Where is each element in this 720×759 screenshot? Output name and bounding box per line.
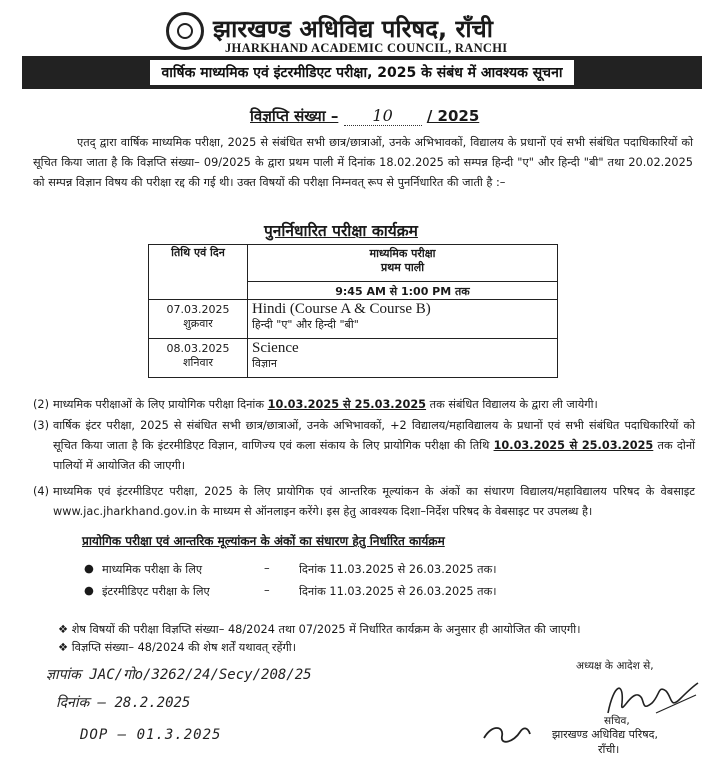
intro-paragraph: एतद् द्वारा वार्षिक माध्यमिक परीक्षा, 2025 से संबंधित सभी छात्र/छात्राओं, उनके अभिभावकों, विद्यालय के प्रधानों एवं सभी संबंधित पदाधिकारियों को सूचित किया जाता है कि विज्ञप्ति संख्या– 09/2025 के द्वारा प्रथम पाली में दिनांक 18.02.2025 को सम्पन्न हिन्दी "ए" और हिन्दी "बी" तथा 20.02.2025 को सम्पन्न विज्ञान विषय की परीक्षा रद्द की गई थी। उक्त विषयों की परीक्षा निम्नवत् रूप से पुनर्निधारित की जाती है :– bbox=[33, 136, 693, 189]
diamond-bullet-icon: ❖ bbox=[58, 623, 69, 636]
row-day: शुक्रवार bbox=[183, 317, 213, 330]
point-text: माध्यमिक परीक्षाओं के लिए प्रायोगिक परीक्षा दिनांक bbox=[53, 398, 265, 411]
internal-dash: – bbox=[264, 584, 270, 597]
point-text: तक संबंधित विद्यालय के द्वारा ली जायेगी। bbox=[429, 398, 598, 411]
handwritten-reference: ज्ञापांक JAC/गोo/3262/24/Secy/208/25 bbox=[46, 667, 312, 683]
internal-label: माध्यमिक परीक्षा के लिए bbox=[102, 563, 203, 576]
designation: सचिव, bbox=[604, 715, 630, 727]
note-item bbox=[58, 640, 296, 655]
note-item bbox=[58, 622, 581, 637]
notice-number: 10 bbox=[344, 106, 422, 126]
row-day: शनिवार bbox=[183, 356, 213, 369]
internal-label: इंटरमीडिएट परीक्षा के लिए bbox=[102, 585, 210, 598]
note-text: शेष विषयों की परीक्षा विज्ञप्ति संख्या– 48/2024 तथा 07/2025 में निर्धारित कार्यक्रम के अनुसार ही आयोजित की जाएगी। bbox=[71, 623, 581, 636]
row-date: 07.03.2025 bbox=[166, 303, 230, 316]
council-emblem-icon bbox=[166, 12, 204, 50]
order-line: अध्यक्ष के आदेश से, bbox=[576, 660, 654, 672]
subject-hindi: हिन्दी "ए" और हिन्दी "बी" bbox=[252, 318, 359, 331]
handwritten-date: दिनांक – 28.2.2025 bbox=[56, 695, 191, 711]
header-time: 9:45 AM से 1:00 PM तक bbox=[248, 281, 557, 299]
council-name: झारखण्ड अधिविद्य परिषद, bbox=[552, 728, 658, 741]
notice-banner bbox=[22, 56, 702, 89]
internal-dates: दिनांक 11.03.2025 से 26.03.2025 तक। bbox=[299, 585, 497, 598]
handwritten-dop: DOP – 01.3.2025 bbox=[80, 727, 222, 743]
internal-dash: – bbox=[264, 562, 270, 575]
schedule-title: पुनर्निधारित परीक्षा कार्यक्रम bbox=[264, 222, 418, 240]
point-2 bbox=[33, 395, 695, 415]
point-dates: 10.03.2025 से 25.03.2025 bbox=[267, 398, 427, 411]
point-text: माध्यमिक एवं इंटरमीडिएट परीक्षा, 2025 के लिए प्रायोगिक एवं आन्तरिक मूल्यांकन के अंकों का संधारण विद्यालय/महाविद्यालय परिषद के वेबसाइट www.jac.jharkhand.gov.in के माध्यम से ऑनलाइन करेंगे। इस हेतु आवश्यक दिशा–निर्देश परिषद के वेबसाइट पर उपलब्ध है। bbox=[53, 485, 695, 518]
city: राँची। bbox=[598, 743, 620, 756]
notice-year: / 2025 bbox=[426, 107, 480, 125]
point-number: (3) bbox=[33, 419, 50, 432]
internal-schedule-title: प्रायोगिक परीक्षा एवं आन्तरिक मूल्यांकन के अंकों का संधारण हेतु निर्धारित कार्यक्रम bbox=[82, 534, 445, 548]
subject-hindi: विज्ञान bbox=[252, 357, 277, 370]
point-4 bbox=[33, 482, 695, 522]
exam-schedule-table bbox=[148, 244, 558, 378]
letterhead bbox=[0, 6, 720, 56]
bullet-icon: ● bbox=[84, 562, 94, 575]
point-number: (2) bbox=[33, 398, 50, 411]
bullet-icon: ● bbox=[84, 584, 94, 597]
initial-mark bbox=[480, 720, 532, 748]
header-exam bbox=[248, 245, 558, 300]
notice-number-line bbox=[250, 106, 479, 126]
point-text: वार्षिक इंटर परीक्षा, 2025 से संबंधित सभी छात्र/छात्राओं, उनके अभिभावकों, +2 विद्यालय/महाविद्यालय के प्रधानों एवं सभी संबंधित पदाधिकारियों को सूचित किया जाता है कि इंटरमीडिएट विज्ञान, वाणिज्य एवं कला संकाय के लिए प्रायोगिक परीक्षा की तिथि bbox=[53, 419, 695, 452]
row-date: 08.03.2025 bbox=[166, 342, 230, 355]
council-title-hindi: झारखण्ड अधिविद्य परिषद, राँची bbox=[213, 15, 493, 43]
header-date: तिथि एवं दिन bbox=[149, 245, 248, 300]
note-text: विज्ञप्ति संख्या– 48/2024 की शेष शर्तें यथावत् रहेंगी। bbox=[71, 641, 297, 654]
date-cell bbox=[149, 339, 248, 378]
date-cell bbox=[149, 300, 248, 339]
table-row bbox=[149, 300, 558, 339]
internal-row bbox=[84, 584, 497, 598]
subject-english: Science bbox=[252, 340, 299, 356]
council-title-english: JHARKHAND ACADEMIC COUNCIL, RANCHI bbox=[225, 41, 508, 55]
internal-dates: दिनांक 11.03.2025 से 26.03.2025 तक। bbox=[299, 563, 497, 576]
table-header-row bbox=[149, 245, 558, 300]
header-shift: प्रथम पाली bbox=[380, 261, 425, 274]
diamond-bullet-icon: ❖ bbox=[58, 641, 69, 654]
header-exam-name: माध्यमिक परीक्षा bbox=[369, 247, 436, 260]
subject-cell bbox=[248, 339, 558, 378]
table-row bbox=[149, 339, 558, 378]
point-3 bbox=[33, 416, 695, 476]
notice-label: विज्ञप्ति संख्या – bbox=[250, 107, 339, 125]
subject-cell bbox=[248, 300, 558, 339]
banner-text: वार्षिक माध्यमिक एवं इंटरमीडिएट परीक्षा, 2025 के संबंध में आवश्यक सूचना bbox=[150, 60, 575, 85]
point-dates: 10.03.2025 से 25.03.2025 bbox=[493, 439, 654, 452]
internal-row bbox=[84, 562, 497, 576]
point-text: तक दोनों पालियों में आयोजित की जाएगी। bbox=[53, 439, 696, 472]
point-number: (4) bbox=[33, 485, 50, 498]
subject-english: Hindi (Course A & Course B) bbox=[252, 301, 431, 317]
